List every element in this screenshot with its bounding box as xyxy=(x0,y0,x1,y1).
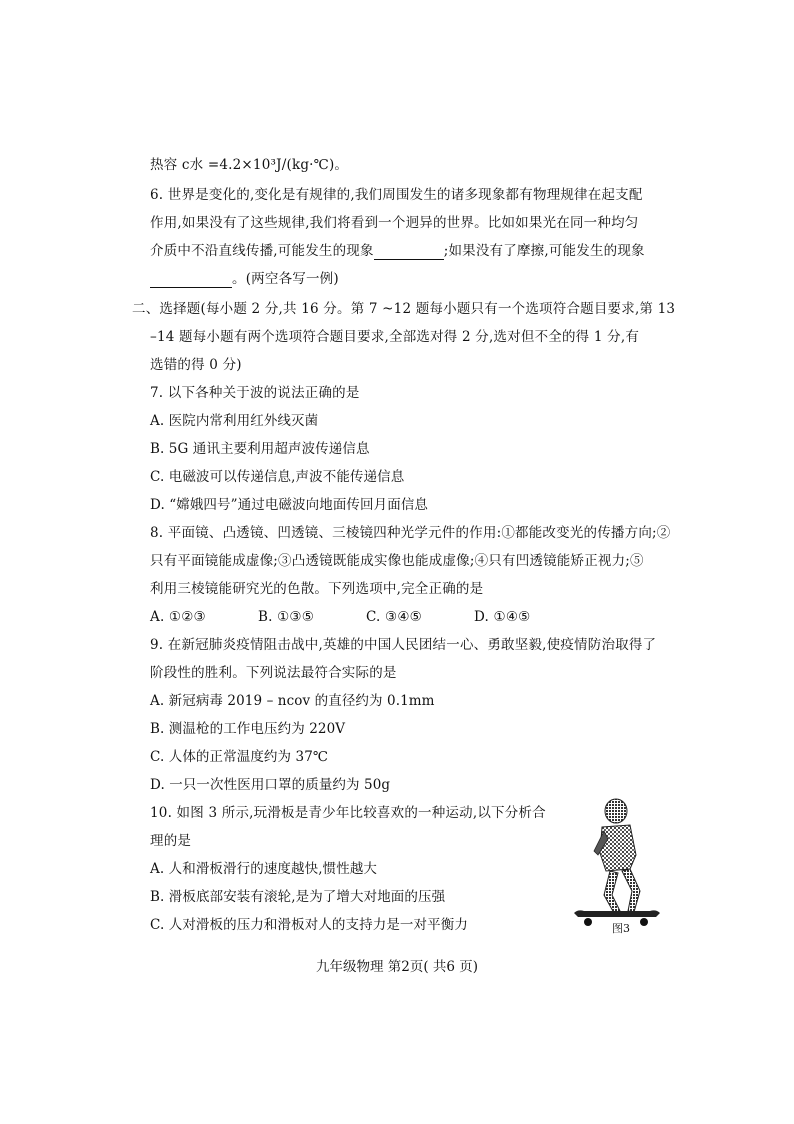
question-9-option-d: D. 一只一次性医用口罩的质量约为 50g xyxy=(150,777,391,793)
section-2-heading: 选错的得 0 分) xyxy=(150,357,242,373)
section-2-heading: 二、选择题(每小题 2 分,共 16 分。第 7 ~12 题每小题只有一个选项符合题目要求,第 13 xyxy=(132,301,676,317)
question-7-option-a: A. 医院内常利用红外线灭菌 xyxy=(150,413,319,429)
question-10-option-a: A. 人和滑板滑行的速度越快,惯性越大 xyxy=(150,861,378,877)
question-10-stem: 理的是 xyxy=(150,833,192,849)
question-7-option-d: D. “嫦娥四号”通过电磁波向地面传回月面信息 xyxy=(150,497,429,513)
question-9-stem: 9. 在新冠肺炎疫情阻击战中,英雄的中国人民团结一心、勇敢坚毅,使疫情防治取得了 xyxy=(150,637,657,653)
figure-caption: 图3 xyxy=(612,922,630,935)
question-6-text: ;如果没有了摩擦,可能发生的现象 xyxy=(443,243,645,259)
question-6-line: 作用,如果没有了这些规律,我们将看到一个迥异的世界。比如如果光在同一种均匀 xyxy=(150,215,639,231)
question-8-option-c: C. ③④⑤ xyxy=(366,609,422,625)
question-8-stem: 只有平面镜能成虚像;③凸透镜既能成实像也能成虚像;④只有凹透镜能矫正视力;⑤ xyxy=(150,553,644,569)
question-8-option-b: B. ①③⑤ xyxy=(258,609,315,625)
question-10-option-c: C. 人对滑板的压力和滑板对人的支持力是一对平衡力 xyxy=(150,917,468,933)
question-6-line xyxy=(150,242,670,260)
answer-blank[interactable] xyxy=(150,273,232,288)
question-6-text: 。(两空各写一例) xyxy=(232,271,339,287)
question-8-stem: 利用三棱镜能研究光的色散。下列选项中,完全正确的是 xyxy=(150,581,484,597)
question-10-option-b: B. 滑板底部安装有滚轮,是为了增大对地面的压强 xyxy=(150,889,446,905)
answer-blank[interactable] xyxy=(374,245,444,260)
question-9-stem: 阶段性的胜利。下列说法最符合实际的是 xyxy=(150,665,397,681)
question-6-text: 介质中不沿直线传播,可能发生的现象 xyxy=(150,243,374,259)
question-7-option-b: B. 5G 通讯主要利用超声波传递信息 xyxy=(150,441,370,457)
question-8-options xyxy=(150,608,670,626)
question-8-stem: 8. 平面镜、凸透镜、凹透镜、三棱镜四种光学元件的作用:①都能改变光的传播方向;② xyxy=(150,525,671,541)
section-2-heading: –14 题每小题有两个选项符合题目要求,全部选对得 2 分,选对但不全的得 1 分,有 xyxy=(150,329,640,345)
question-7-option-c: C. 电磁波可以传递信息,声波不能传递信息 xyxy=(150,469,405,485)
text-line: 热容 c水 =4.2×10³J/(kg·℃)。 xyxy=(150,157,349,173)
question-9-option-b: B. 测温枪的工作电压约为 220V xyxy=(150,721,346,737)
page-footer: 九年级物理 第2页( 共6 页) xyxy=(315,959,479,975)
question-8-option-a: A. ①②③ xyxy=(150,609,206,625)
question-9-option-c: C. 人体的正常温度约为 37℃ xyxy=(150,749,329,765)
question-6-line xyxy=(150,270,670,288)
question-7-stem: 7. 以下各种关于波的说法正确的是 xyxy=(150,385,360,401)
skateboarder-figure xyxy=(570,795,662,935)
question-8-option-d: D. ①④⑤ xyxy=(474,609,531,625)
question-6-line: 6. 世界是变化的,变化是有规律的,我们周围发生的诸多现象都有物理规律在起支配 xyxy=(150,187,643,203)
question-10-stem: 10. 如图 3 所示,玩滑板是青少年比较喜欢的一种运动,以下分析合 xyxy=(150,805,546,821)
question-9-option-a: A. 新冠病毒 2019 – ncov 的直径约为 0.1mm xyxy=(150,693,435,709)
